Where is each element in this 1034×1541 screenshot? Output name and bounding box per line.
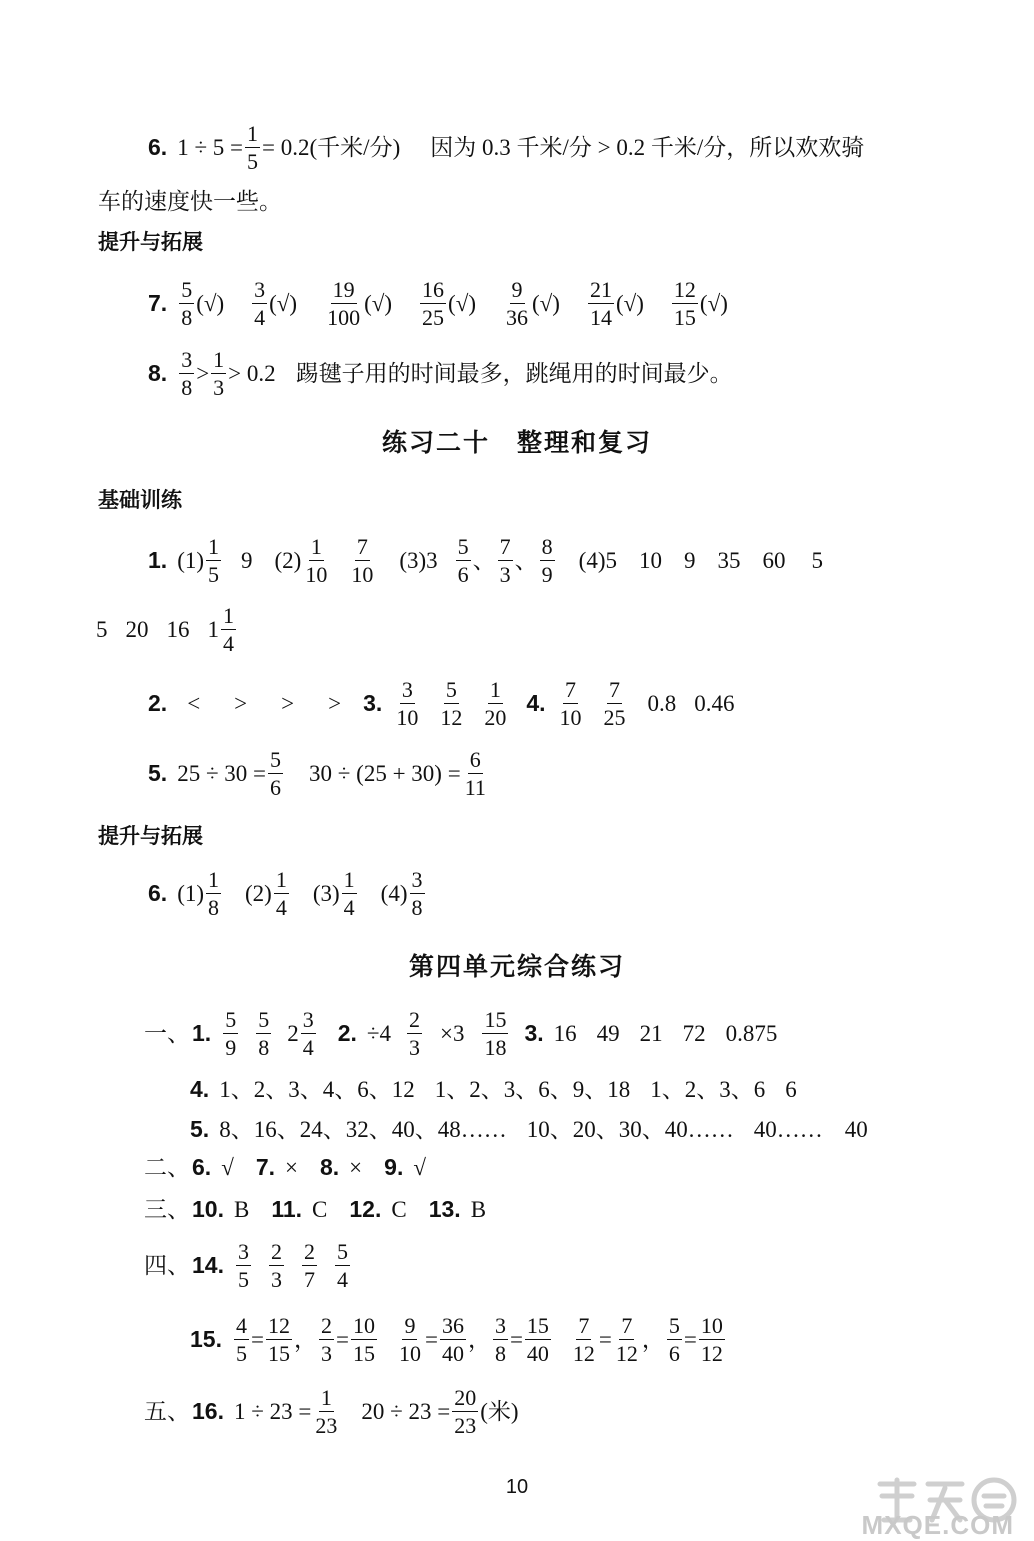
answer-b6: 6. (1) $\frac{1}{8}$ (2) $\frac{1}{4}$ (3) $\frac{1}{4}$ (4) $\frac{3}{8}$	[148, 867, 423, 921]
answer-6	[148, 122, 864, 173]
fraction: $\frac{5}{12}$	[440, 677, 463, 731]
fraction: $\frac{5}{8}$	[181, 277, 193, 331]
expr: 1 ÷ 5 =	[177, 135, 244, 161]
fraction: $\frac{1}{10}$	[305, 534, 328, 588]
fraction: $\frac{1}{23}$	[315, 1385, 338, 1439]
fraction: $\frac{21}{14}$	[589, 277, 612, 331]
fraction: $\frac{8}{9}$	[541, 534, 553, 588]
answer-u14: 四、 14. $\frac{3}{5}$ $\frac{2}{3}$ $\frac{2}{7}$ $\frac{5}{4}$	[144, 1239, 348, 1293]
section-heading: 提升与拓展	[98, 824, 203, 848]
check-mark: (√)	[699, 291, 728, 317]
fraction: $\frac{7}{3}$	[499, 534, 511, 588]
page-number: 10	[505, 1476, 529, 1498]
section-title: 第四单元综合练习	[408, 952, 625, 981]
fraction: $\frac{1}{4}$	[275, 867, 287, 921]
fraction: $\frac{15}{18}$	[484, 1007, 507, 1061]
item-number: 6.	[148, 134, 168, 161]
fraction: $\frac{1}{3}$	[213, 347, 225, 401]
section-heading: 基础训练	[98, 488, 182, 512]
fraction: $\frac{3}{10}$	[396, 677, 419, 731]
fraction: $\frac{1}{5}$	[208, 534, 220, 588]
fraction: $\frac{3}{5}$	[237, 1239, 249, 1293]
fraction: $\frac{12}{15}$	[673, 277, 696, 331]
check-mark: (√)	[364, 291, 393, 317]
answer-6-cont: 车的速度快一些。	[98, 189, 282, 214]
fraction: $\frac{1}{20}$	[484, 677, 507, 731]
fraction: $\frac{2}{7}$	[303, 1239, 315, 1293]
explanation: 踢毽子用的时间最多，跳绳用的时间最少。	[295, 361, 733, 387]
fraction: $\frac{7}{10}$	[351, 534, 374, 588]
fraction: $\frac{5}{6}$	[270, 747, 282, 801]
check-mark: (√)	[448, 291, 476, 317]
mixed-number: 2 $\frac{3}{4}$	[287, 1007, 314, 1061]
mixed-number: 1 $\frac{1}{4}$	[207, 603, 234, 657]
answer-u6-u9: 二、 6. √ 7. × 8. × 9. √	[144, 1154, 426, 1180]
fraction: $\frac{3}{8}$	[181, 347, 193, 401]
fraction: $\frac{3}{4}$	[254, 277, 266, 331]
answer-b5: 5. 25 ÷ 30 = $\frac{5}{6}$ 30 ÷ (25 + 30) = $\frac{6}{11}$	[148, 747, 486, 801]
fraction: $\frac{5}{4}$	[336, 1239, 348, 1293]
answer-u10-u13: 三、 10. B 11. C 12. C 13. B	[144, 1196, 487, 1222]
fraction: $\frac{1}{8}$	[208, 867, 220, 921]
answer-u4: 4. 1、2、3、4、6、12 1、2、3、6、9、18 1、2、3、6 6	[190, 1076, 797, 1102]
check-mark: (√)	[615, 291, 644, 317]
fraction: $\frac{3}{8}$	[411, 867, 423, 921]
answer-b1-cont: 5 20 16 1 $\frac{1}{4}$	[96, 604, 238, 655]
fraction: $\frac{2}{3}$	[270, 1239, 282, 1293]
answer-8: 8. $\frac{3}{8}$ > $\frac{1}{3}$ > 0.2 踢毽子用的时间最多，跳绳用的时间最少。	[148, 347, 733, 401]
explanation: 因为 0.3 千米/分 > 0.2 千米/分，所以欢欢骑	[430, 135, 865, 161]
answer-b2-b4: 2. < > > > 3. $\frac{3}{10}$ $\frac{5}{12}$ $\frac{1}{20}$ 4. $\frac{7}{10}$ $\frac{7}{25}$ 0.8 0.46	[148, 677, 735, 731]
watermark-text: MXQE.COM	[861, 1510, 1014, 1540]
section-title: 练习二十 整理和复习	[381, 428, 652, 457]
fraction: $\frac{7}{25}$	[603, 677, 626, 731]
fraction: $\frac{5}{8}$	[258, 1007, 270, 1061]
fraction: $\frac{16}{25}$	[422, 277, 445, 331]
check-mark: (√)	[196, 291, 225, 317]
answer-u15: 15. $\frac{4}{5}$ = $\frac{12}{15}$ ， $\frac{2}{3}$ = $\frac{10}{15}$ $\frac{9}{10}$ = $\frac{36}{40}$ ， $\frac{3}{8}$ = $\frac{15}{40}$ $\frac{7}{12}$ = $\frac{7}{12}$ ， $\frac{5}{6}$ = $\frac{10}{12}$	[190, 1313, 723, 1367]
section-heading: 提升与拓展	[98, 230, 203, 254]
answer-b1: 1. (1) $\frac{1}{5}$ 9 (2) $\frac{1}{10}$ $\frac{7}{10}$ (3)3 $\frac{5}{6}$ 、 $\frac{7}{3}$ 、 $\frac{8}{9}$ (4)5 10 9 35 60 5	[148, 534, 823, 588]
expr: = 0.2(千米/分)	[262, 135, 401, 161]
check-mark: (√)	[269, 291, 298, 317]
answer-u1: 一、 1. $\frac{5}{9}$ $\frac{5}{8}$ 2 $\frac{3}{4}$ 2. ÷4 $\frac{2}{3}$ ×3 $\frac{15}{18}$ 3. 16 49 21 72 0.875	[144, 1007, 778, 1061]
fraction: $\frac{20}{23}$	[454, 1385, 477, 1439]
fraction: $\frac{9}{36}$	[506, 277, 528, 331]
fraction: $\frac{2}{3}$	[409, 1007, 420, 1061]
fraction: $\frac{7}{10}$	[559, 677, 582, 731]
answer-u5: 5. 8、16、24、32、40、48…… 10、20、30、40…… 40…… 40	[190, 1116, 868, 1142]
fraction: $\frac{5}{6}$	[457, 534, 469, 588]
answer-u16: 五、 16. 1 ÷ 23 = $\frac{1}{23}$ 20 ÷ 23 = $\frac{20}{23}$ (米)	[144, 1385, 519, 1439]
fraction: $\frac{6}{11}$	[464, 747, 486, 801]
check-mark: (√)	[532, 291, 560, 317]
fraction: $\frac{1}{4}$	[343, 867, 355, 921]
answer-7: 7. $\frac{5}{8}$ (√) $\frac{3}{4}$ (√) $\frac{19}{100}$ (√) $\frac{16}{25}$ (√) $\frac{9}{36}$ (√) $\frac{21}{14}$ (√) $\frac{12}{15}$ (√)	[148, 277, 728, 331]
fraction: $\frac{19}{100}$	[327, 277, 361, 331]
fraction: $\frac{5}{9}$	[225, 1007, 237, 1061]
fraction: $\frac{1}{5}$	[247, 121, 259, 175]
